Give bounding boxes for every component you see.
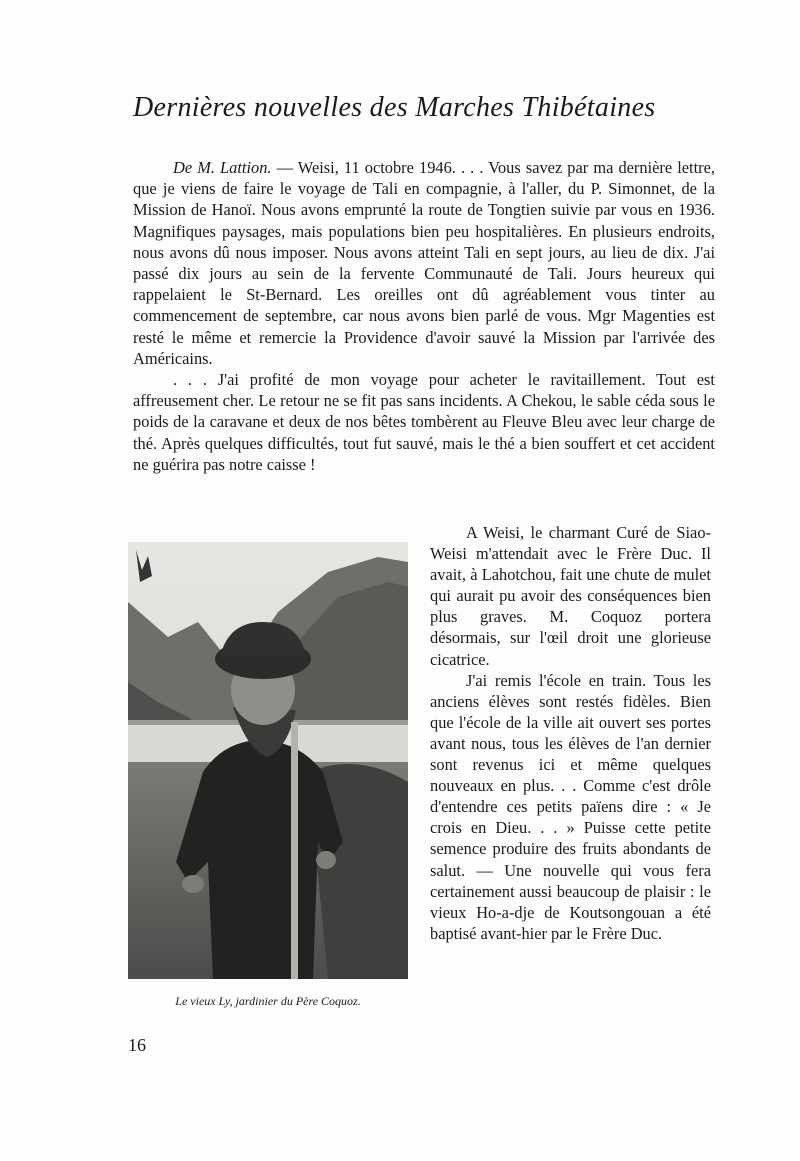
paragraph-text: — Weisi, 11 octobre 1946. . . . Vous savez par ma dernière lettre, que je viens de faire le voyage de Tali en compagnie, à l'aller, du P. Simonnet, de la Mission de Hanoï. Nous avons emprunté la route de Tongtien suivie par vous en 1936. Magnifiques paysages, mais populations bien peu hospitalières. En plusieurs endroits, nous avons dû nous imposer. Nous avons atteint Tali en sept jours, au lieu de dix. J'ai passé dix jours au sein de la fervente Communauté de Tali. Jours heureux qui rappelaient le St-Bernard. Les oreilles ont dû agréablement vous tinter au commencement de septembre, car nous avons bien parlé de vous. Mgr Magenties est resté le même et remercie la Providence d'avoir sauvé la Mission par l'arrivée des Américains.: [133, 158, 715, 368]
paragraph: A Weisi, le charmant Curé de Siao-Weisi m'attendait avec le Frère Duc. Il avait, à Lahotchou, fait une chute de mulet qui aurait pu avoir des conséquences bien plus graves. M. Coquoz portera désormais, sur l'œil droit une glorieuse cicatrice.: [430, 523, 711, 669]
article-title: Dernières nouvelles des Marches Thibétaines: [133, 92, 656, 123]
article-body-full-width: [133, 157, 715, 475]
author-name: De M. Lattion.: [173, 158, 272, 177]
page-number: 16: [128, 1035, 146, 1055]
paragraph: . . . J'ai profité de mon voyage pour acheter le ravitaillement. Tout est affreusement cher. Le retour ne se fit pas sans incidents. A Chekou, le sable céda sous le poids de la caravane et deux de nos bêtes tombèrent au Fleuve Bleu avec leur charge de thé. Après quelques difficultés, tout fut sauvé, mais le thé a bien souffert et cet accident ne guérira pas notre caisse !: [133, 370, 715, 474]
photo-old-gardener: [128, 542, 408, 979]
paragraph: [133, 157, 715, 369]
photo-caption: Le vieux Ly, jardinier du Père Coquoz.: [175, 994, 361, 1008]
article-body-side-column: [430, 522, 711, 944]
paragraph: J'ai remis l'école en train. Tous les anciens élèves sont restés fidèles. Bien que l'école de la ville ait ouvert ses portes avant nous, tous les élèves de l'an dernier sont revenus ici et même quelques nouveaux en plus. . . Comme c'est drôle d'entendre ces petits païens dire : « Je crois en Dieu. . . » Puisse cette petite semence produire des fruits abondants de salut. — Une nouvelle qui vous fera certainement aussi beaucoup de plaisir : le vieux Ho-a-dje de Koutsongouan a été baptisé avant-hier par le Frère Duc.: [430, 670, 711, 943]
photo-illustration: [128, 542, 408, 979]
